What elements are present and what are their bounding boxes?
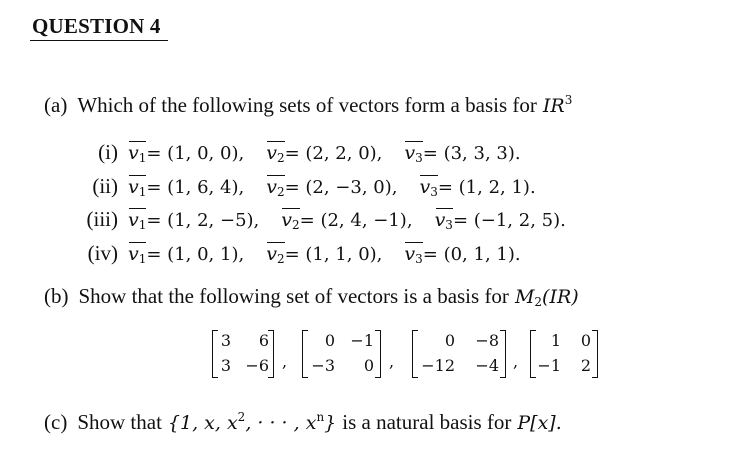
part-b-text: Show that the following set of vectors is a basis for — [78, 284, 509, 308]
matrix-separator: , — [389, 352, 395, 371]
vector-v1: $v_1$ — [128, 142, 147, 165]
vector-v1-value: = (1, 0, 1), — [146, 244, 245, 265]
matrix-cell: −1 — [350, 331, 374, 350]
part-b-space: $M_2(IR)$ — [514, 286, 579, 309]
vector-v3-value: = (−1, 2, 5). — [452, 210, 566, 231]
matrix-cell: −12 — [421, 356, 455, 375]
vector-v1: $v_1$ — [128, 243, 147, 266]
part-c-set: {1, x, $x^2$, · · · , $x^n$} — [167, 410, 337, 434]
part-a-item — [82, 174, 536, 199]
matrix-cell: 0 — [324, 331, 335, 350]
vector-v2-value: = (1, 1, 0), — [284, 244, 383, 265]
part-a-item — [82, 140, 521, 165]
item-label: (iii) — [86, 207, 118, 231]
title-underline — [30, 40, 168, 41]
vector-v3: $v_3$ — [404, 142, 423, 165]
vector-v1: $v_1$ — [128, 209, 147, 232]
matrix-separator: , — [282, 352, 288, 371]
matrix-cell: 1 — [550, 331, 561, 350]
vector-v2-value: = (2, 2, 0), — [284, 143, 383, 164]
matrix-2 — [302, 330, 381, 378]
matrix-cell: 3 — [220, 356, 231, 375]
matrix-1 — [212, 330, 274, 378]
vector-v2: $v_2$ — [266, 243, 285, 266]
vector-v3: $v_3$ — [404, 243, 423, 266]
part-a-text: Which of the following sets of vectors form a basis for — [77, 93, 537, 117]
matrix-cell: 2 — [580, 356, 591, 375]
matrix-cell: −6 — [245, 356, 269, 375]
item-label: (i) — [98, 140, 118, 164]
part-b-heading — [44, 284, 579, 309]
part-a-item — [82, 241, 521, 266]
part-c-label: (c) — [44, 410, 68, 434]
part-a-space: $IR^3$ — [542, 93, 573, 117]
vector-v1-value: = (1, 2, −5), — [146, 210, 260, 231]
item-label: (ii) — [92, 174, 118, 198]
matrix-4 — [530, 330, 598, 378]
matrix-cell: 0 — [580, 331, 591, 350]
matrix-cell: −8 — [475, 331, 499, 350]
vector-v3-value: = (3, 3, 3). — [422, 143, 521, 164]
matrix-cell: −4 — [475, 356, 499, 375]
part-a-label: (a) — [44, 93, 68, 117]
matrix-cell: −3 — [311, 356, 335, 375]
matrix-cell: −1 — [537, 356, 561, 375]
matrix-3 — [412, 330, 506, 378]
matrix-cell: 0 — [444, 331, 455, 350]
vector-v2-value: = (2, 4, −1), — [299, 210, 413, 231]
vector-v1: $v_1$ — [128, 176, 147, 199]
matrix-separator: , — [513, 352, 519, 371]
vector-v3-value: = (0, 1, 1). — [422, 244, 521, 265]
item-label: (iv) — [87, 241, 118, 265]
part-a-heading — [44, 93, 572, 118]
vector-v3: $v_3$ — [434, 209, 453, 232]
part-c-space: P[x]. — [517, 412, 562, 434]
part-a-item — [82, 207, 566, 232]
matrix-cell: 6 — [258, 331, 269, 350]
vector-v2: $v_2$ — [266, 176, 285, 199]
vector-v1-value: = (1, 6, 4), — [146, 177, 245, 198]
part-c-text-before: Show that — [77, 410, 162, 434]
vector-v2-value: = (2, −3, 0), — [284, 177, 398, 198]
vector-v3-value: = (1, 2, 1). — [437, 177, 536, 198]
vector-v3: $v_3$ — [419, 176, 438, 199]
matrix-cell: 0 — [363, 356, 374, 375]
vector-v2: $v_2$ — [281, 209, 300, 232]
question-title: QUESTION 4 — [32, 14, 161, 38]
vector-v1-value: = (1, 0, 0), — [146, 143, 245, 164]
part-c-text-after: is a natural basis for — [342, 410, 512, 434]
part-c-heading — [44, 410, 562, 435]
part-b-label: (b) — [44, 284, 69, 308]
vector-v2: $v_2$ — [266, 142, 285, 165]
matrix-cell: 3 — [220, 331, 231, 350]
